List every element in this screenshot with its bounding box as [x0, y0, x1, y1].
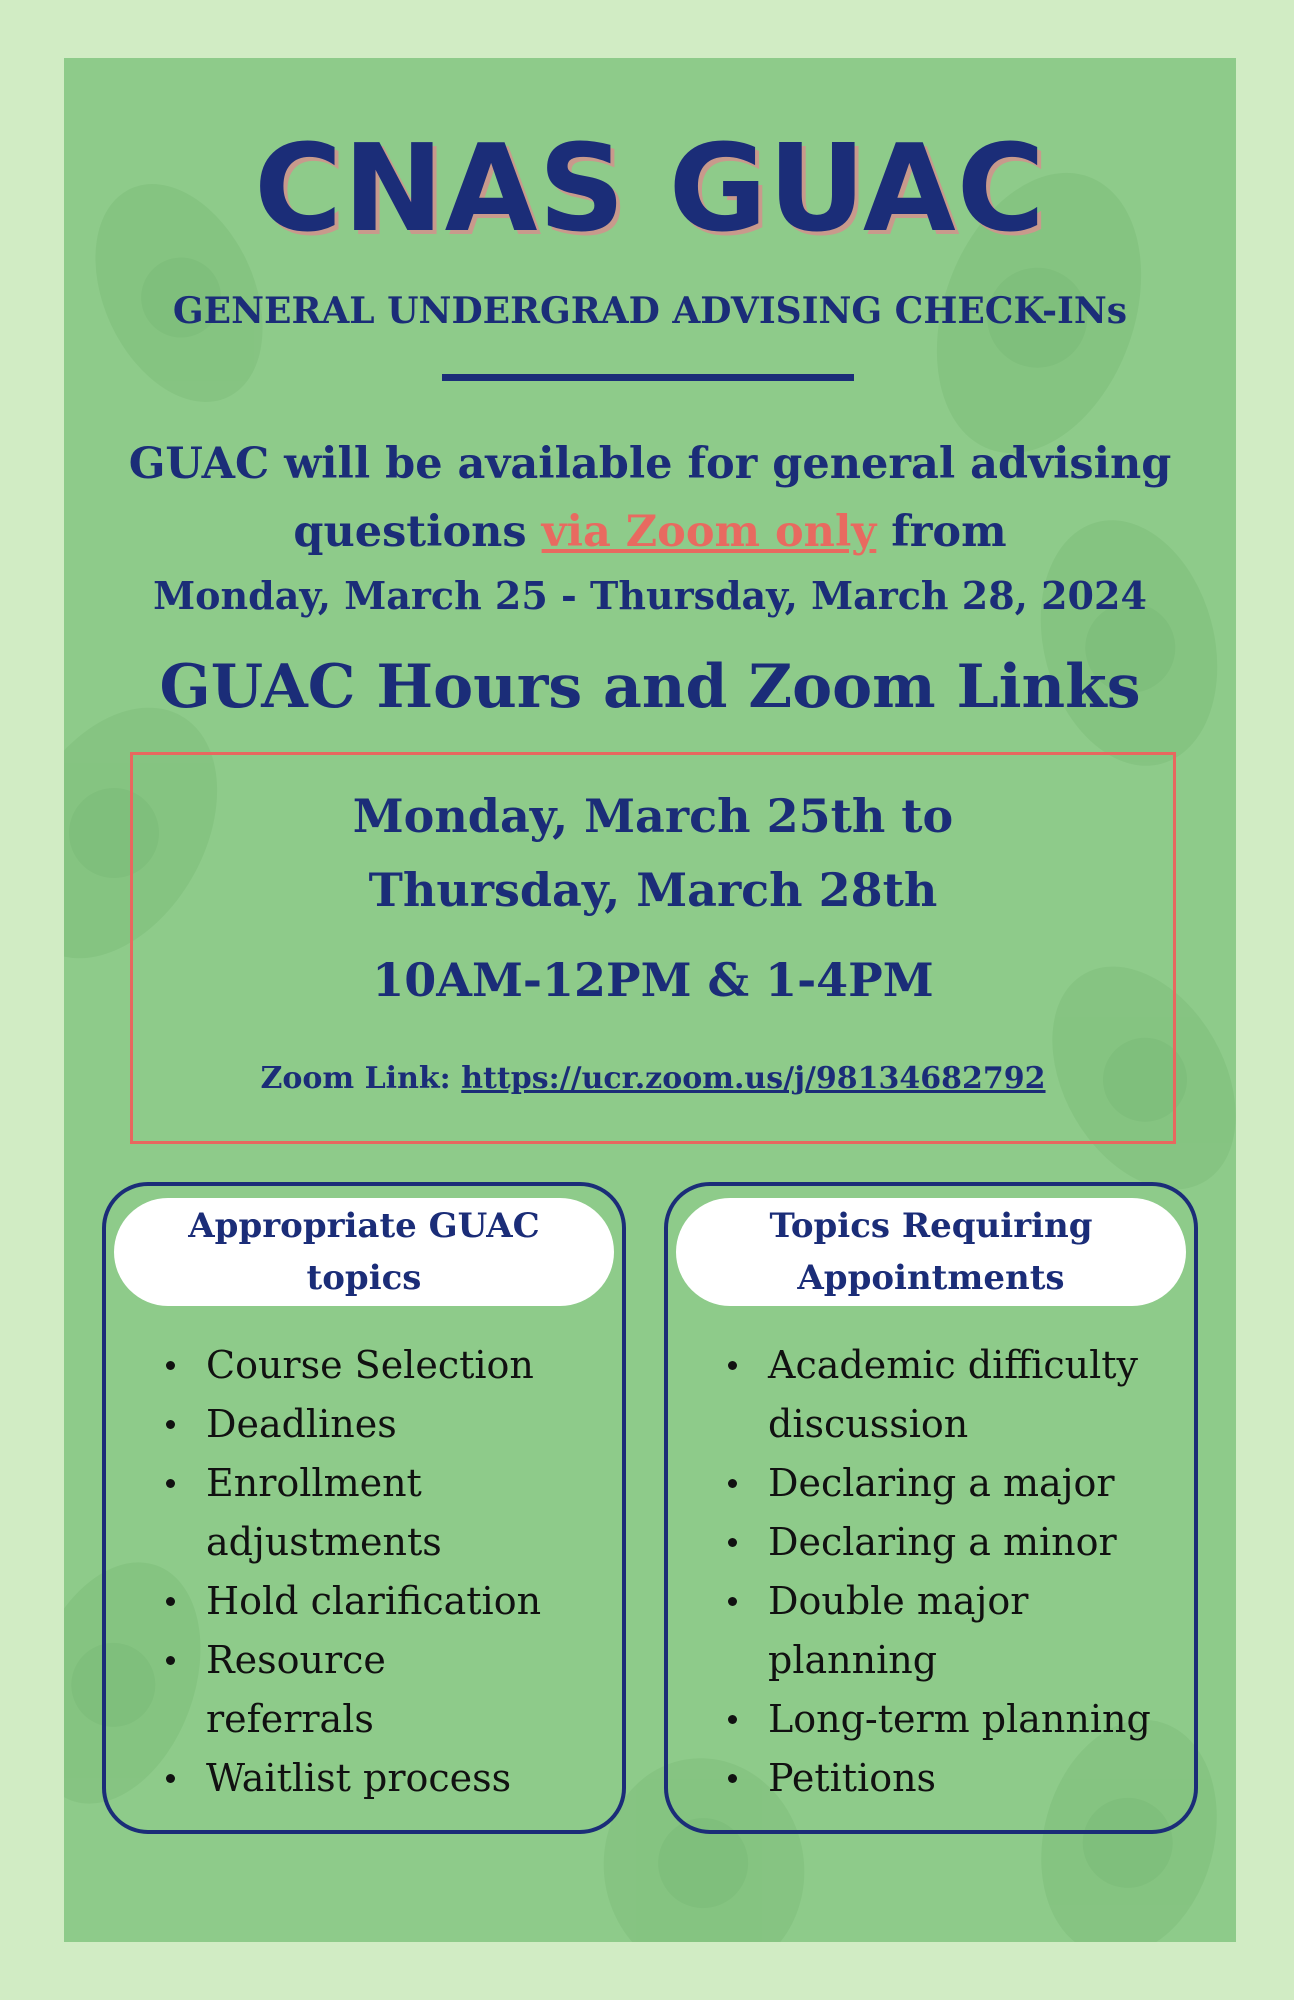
appointment-topics-heading-line-1: Topics Requiring — [769, 1206, 1093, 1246]
appropriate-topics-heading — [114, 1198, 614, 1306]
list-item — [708, 1336, 1184, 1454]
list-item-text: Long-term planning — [768, 1697, 1151, 1741]
zoom-link-line — [133, 1061, 1173, 1096]
list-item-text: Petitions — [768, 1756, 937, 1800]
divider — [442, 374, 854, 381]
bullet-icon — [166, 1420, 175, 1429]
bullet-icon — [728, 1538, 737, 1547]
hours-times: 10AM-12PM & 1-4PM — [372, 953, 934, 1007]
list-item — [146, 1749, 612, 1808]
list-item — [708, 1513, 1184, 1572]
bullet-icon — [728, 1597, 737, 1606]
hours-date-line-1: Monday, March 25th to — [352, 789, 954, 843]
appointment-topics-box — [664, 1182, 1198, 1834]
zoom-link[interactable]: https://ucr.zoom.us/j/98134682792 — [461, 1061, 1046, 1096]
bullet-icon — [728, 1715, 737, 1724]
list-item — [708, 1690, 1184, 1749]
zoom-only-emphasis: via Zoom only — [541, 507, 877, 557]
hours-date-range — [133, 779, 1173, 927]
list-item — [146, 1572, 612, 1631]
list-item-text: Course Selection — [206, 1343, 534, 1387]
poster-subtitle: GENERAL UNDERGRAD ADVISING CHECK-INs — [172, 290, 1128, 332]
intro-text — [64, 430, 1236, 626]
appointment-topics-list — [708, 1336, 1184, 1808]
list-item-text: Deadlines — [206, 1402, 397, 1446]
appropriate-topics-box — [102, 1182, 626, 1834]
hours-box — [130, 752, 1176, 1144]
list-item — [708, 1454, 1184, 1513]
appointment-topics-heading — [676, 1198, 1186, 1306]
bullet-icon — [166, 1597, 175, 1606]
list-item-text-cont: discussion — [768, 1402, 969, 1446]
poster-title: CNAS GUAC — [254, 120, 1046, 259]
appropriate-topics-heading-line-1: Appropriate GUAC — [188, 1206, 540, 1246]
intro-line-2-start: questions — [293, 507, 527, 557]
list-item-text-cont: planning — [768, 1638, 938, 1682]
appropriate-topics-list — [146, 1336, 612, 1808]
bullet-icon — [166, 1479, 175, 1488]
list-item — [708, 1749, 1184, 1808]
list-item-text: Hold clarification — [206, 1579, 542, 1623]
list-item-text: Enrollment — [206, 1461, 422, 1505]
list-item-text: Declaring a minor — [768, 1520, 1117, 1564]
intro-date-range: Monday, March 25 - Thursday, March 28, 2024 — [153, 573, 1147, 618]
hours-date-line-2: Thursday, March 28th — [368, 863, 938, 917]
list-item-text-cont: referrals — [206, 1697, 374, 1741]
list-item-text: Resource — [206, 1638, 386, 1682]
bullet-icon — [728, 1479, 737, 1488]
list-item — [146, 1336, 612, 1395]
list-item-text: Academic difficulty — [768, 1343, 1139, 1387]
list-item — [146, 1395, 612, 1454]
list-item — [708, 1572, 1184, 1690]
list-item-text: Waitlist process — [206, 1756, 512, 1800]
zoom-link-label: Zoom Link: — [260, 1061, 451, 1096]
appropriate-topics-heading-line-2: topics — [306, 1258, 422, 1298]
list-item-text: Double major — [768, 1579, 1029, 1623]
bullet-icon — [166, 1774, 175, 1783]
bullet-icon — [728, 1361, 737, 1370]
appointment-topics-heading-line-2: Appointments — [797, 1258, 1065, 1298]
poster — [64, 58, 1236, 1942]
bullet-icon — [728, 1774, 737, 1783]
bullet-icon — [166, 1361, 175, 1370]
intro-line-2-end: from — [891, 507, 1007, 557]
hours-heading: GUAC Hours and Zoom Links — [159, 652, 1141, 722]
intro-line-2 — [64, 498, 1236, 566]
list-item — [146, 1631, 612, 1749]
list-item — [146, 1454, 612, 1572]
bullet-icon — [166, 1656, 175, 1665]
list-item-text: Declaring a major — [768, 1461, 1115, 1505]
intro-line-1: GUAC will be available for general advising — [128, 439, 1172, 489]
list-item-text-cont: adjustments — [206, 1520, 442, 1564]
